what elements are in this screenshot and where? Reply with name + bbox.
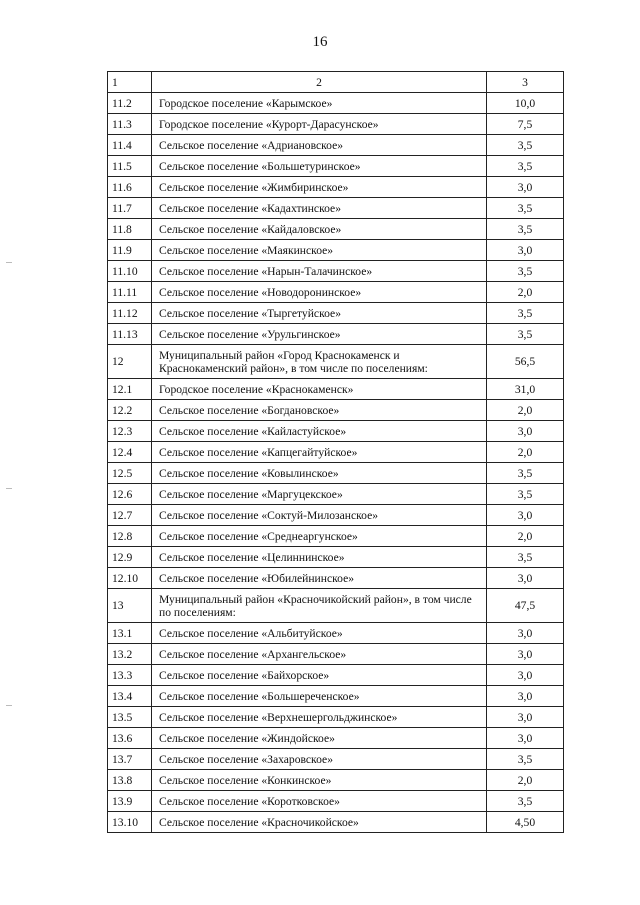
- settlement-name: Сельское поселение «Урульгинское»: [152, 324, 487, 345]
- settlement-name: Сельское поселение «Ковылинское»: [152, 463, 487, 484]
- settlement-name: Сельское поселение «Жимбиринское»: [152, 177, 487, 198]
- row-value: 3,0: [487, 568, 564, 589]
- row-value: 2,0: [487, 770, 564, 791]
- row-number: 12.2: [108, 400, 152, 421]
- table-row: [108, 114, 564, 135]
- table-row: [108, 791, 564, 812]
- row-value: 3,0: [487, 644, 564, 665]
- row-value: 3,0: [487, 240, 564, 261]
- row-number: 13.2: [108, 644, 152, 665]
- row-value: 3,0: [487, 728, 564, 749]
- table-row: [108, 589, 564, 623]
- scan-margin-mark: [6, 262, 12, 263]
- row-value: 3,5: [487, 156, 564, 177]
- row-value: 3,5: [487, 219, 564, 240]
- row-value: 3,0: [487, 177, 564, 198]
- settlement-name: Сельское поселение «Кайдаловское»: [152, 219, 487, 240]
- row-number: 13: [108, 589, 152, 623]
- row-number: 13.3: [108, 665, 152, 686]
- table-row: [108, 156, 564, 177]
- page-number: 16: [312, 34, 328, 50]
- row-number: 13.4: [108, 686, 152, 707]
- settlement-name: Сельское поселение «Коротковское»: [152, 791, 487, 812]
- row-number: 12.5: [108, 463, 152, 484]
- settlement-name: Муниципальный район «Город Краснокаменск и Краснокаменский район», в том числе по поселениям:: [152, 345, 487, 379]
- settlement-name: Сельское поселение «Кайластуйское»: [152, 421, 487, 442]
- row-value: 4,50: [487, 812, 564, 833]
- settlement-name: Сельское поселение «Соктуй-Милозанское»: [152, 505, 487, 526]
- column-header: 2: [152, 72, 487, 93]
- table-row: [108, 707, 564, 728]
- table-row: [108, 812, 564, 833]
- row-number: 11.13: [108, 324, 152, 345]
- row-value: 3,5: [487, 261, 564, 282]
- table-row: [108, 261, 564, 282]
- column-header: 1: [108, 72, 152, 93]
- row-value: 47,5: [487, 589, 564, 623]
- table-row: [108, 770, 564, 791]
- table-row: [108, 749, 564, 770]
- table-row: [108, 421, 564, 442]
- table-row: [108, 623, 564, 644]
- row-value: 2,0: [487, 442, 564, 463]
- settlement-name: Сельское поселение «Альбитуйское»: [152, 623, 487, 644]
- settlement-name: Сельское поселение «Новодоронинское»: [152, 282, 487, 303]
- table-row: [108, 686, 564, 707]
- row-number: 11.4: [108, 135, 152, 156]
- settlement-name: Сельское поселение «Красночикойское»: [152, 812, 487, 833]
- settlement-name: Сельское поселение «Байхорское»: [152, 665, 487, 686]
- row-value: 3,5: [487, 135, 564, 156]
- column-header: 3: [487, 72, 564, 93]
- row-value: 2,0: [487, 400, 564, 421]
- settlement-name: Сельское поселение «Захаровское»: [152, 749, 487, 770]
- scan-margin-mark: [6, 488, 12, 489]
- row-value: 2,0: [487, 526, 564, 547]
- row-number: 13.8: [108, 770, 152, 791]
- row-number: 13.7: [108, 749, 152, 770]
- settlement-name: Сельское поселение «Капцегайтуйское»: [152, 442, 487, 463]
- settlement-name: Сельское поселение «Тыргетуйское»: [152, 303, 487, 324]
- settlement-name: Сельское поселение «Маргуцекское»: [152, 484, 487, 505]
- row-value: 3,0: [487, 686, 564, 707]
- row-value: 7,5: [487, 114, 564, 135]
- table-row: [108, 324, 564, 345]
- row-number: 11.12: [108, 303, 152, 324]
- row-number: 11.6: [108, 177, 152, 198]
- row-value: 56,5: [487, 345, 564, 379]
- row-value: 31,0: [487, 379, 564, 400]
- row-value: 10,0: [487, 93, 564, 114]
- row-value: 3,5: [487, 463, 564, 484]
- settlement-name: Сельское поселение «Целиннинское»: [152, 547, 487, 568]
- settlement-name: Сельское поселение «Большетуринское»: [152, 156, 487, 177]
- table-row: [108, 644, 564, 665]
- settlement-name: Сельское поселение «Маякинское»: [152, 240, 487, 261]
- row-value: 3,0: [487, 421, 564, 442]
- settlement-name: Городское поселение «Краснокаменск»: [152, 379, 487, 400]
- row-number: 12.8: [108, 526, 152, 547]
- allocation-table: [107, 71, 564, 833]
- settlement-name: Сельское поселение «Верхнешергольджинское»: [152, 707, 487, 728]
- settlement-name: Сельское поселение «Архангельское»: [152, 644, 487, 665]
- scan-margin-mark: [6, 705, 12, 706]
- settlement-name: Сельское поселение «Богдановское»: [152, 400, 487, 421]
- row-value: 3,5: [487, 198, 564, 219]
- row-value: 3,0: [487, 505, 564, 526]
- row-value: 3,5: [487, 791, 564, 812]
- row-number: 12.7: [108, 505, 152, 526]
- table-row: [108, 547, 564, 568]
- table-row: [108, 240, 564, 261]
- settlement-name: Сельское поселение «Кадахтинское»: [152, 198, 487, 219]
- table-row: [108, 93, 564, 114]
- row-value: 3,5: [487, 484, 564, 505]
- table-row: [108, 505, 564, 526]
- row-number: 11.10: [108, 261, 152, 282]
- settlement-name: Сельское поселение «Среднеаргунское»: [152, 526, 487, 547]
- row-number: 11.8: [108, 219, 152, 240]
- row-number: 12.6: [108, 484, 152, 505]
- row-number: 11.7: [108, 198, 152, 219]
- row-value: 3,0: [487, 707, 564, 728]
- settlement-name: Муниципальный район «Красночикойский район», в том числе по поселениям:: [152, 589, 487, 623]
- settlement-name: Сельское поселение «Большереченское»: [152, 686, 487, 707]
- row-number: 12.4: [108, 442, 152, 463]
- settlement-name: Городское поселение «Курорт-Дарасунское»: [152, 114, 487, 135]
- row-number: 12: [108, 345, 152, 379]
- row-number: 11.3: [108, 114, 152, 135]
- table-row: [108, 484, 564, 505]
- row-number: 13.1: [108, 623, 152, 644]
- row-number: 12.9: [108, 547, 152, 568]
- table-row: [108, 282, 564, 303]
- table-row: [108, 400, 564, 421]
- row-number: 13.6: [108, 728, 152, 749]
- row-number: 11.5: [108, 156, 152, 177]
- row-value: 3,0: [487, 623, 564, 644]
- row-number: 11.9: [108, 240, 152, 261]
- table-row: [108, 135, 564, 156]
- settlement-name: Сельское поселение «Юбилейнинское»: [152, 568, 487, 589]
- table-row: [108, 219, 564, 240]
- table-row: [108, 442, 564, 463]
- table-row: [108, 526, 564, 547]
- settlement-name: Сельское поселение «Жиндойское»: [152, 728, 487, 749]
- row-number: 12.1: [108, 379, 152, 400]
- row-value: 3,5: [487, 547, 564, 568]
- row-number: 11.11: [108, 282, 152, 303]
- row-number: 11.2: [108, 93, 152, 114]
- settlement-name: Сельское поселение «Адриановское»: [152, 135, 487, 156]
- settlement-name: Сельское поселение «Нарын-Талачинское»: [152, 261, 487, 282]
- settlement-name: Городское поселение «Карымское»: [152, 93, 487, 114]
- settlement-name: Сельское поселение «Конкинское»: [152, 770, 487, 791]
- row-value: 2,0: [487, 282, 564, 303]
- row-value: 3,0: [487, 665, 564, 686]
- table-row: [108, 379, 564, 400]
- row-number: 13.10: [108, 812, 152, 833]
- row-number: 13.9: [108, 791, 152, 812]
- row-number: 12.10: [108, 568, 152, 589]
- row-value: 3,5: [487, 324, 564, 345]
- row-number: 13.5: [108, 707, 152, 728]
- row-value: 3,5: [487, 303, 564, 324]
- table-row: [108, 463, 564, 484]
- table-row: [108, 303, 564, 324]
- table-row: [108, 177, 564, 198]
- row-number: 12.3: [108, 421, 152, 442]
- table-row: [108, 728, 564, 749]
- table-header-row: [108, 72, 564, 93]
- table-row: [108, 198, 564, 219]
- row-value: 3,5: [487, 749, 564, 770]
- table-row: [108, 665, 564, 686]
- table-row: [108, 568, 564, 589]
- table-row: [108, 345, 564, 379]
